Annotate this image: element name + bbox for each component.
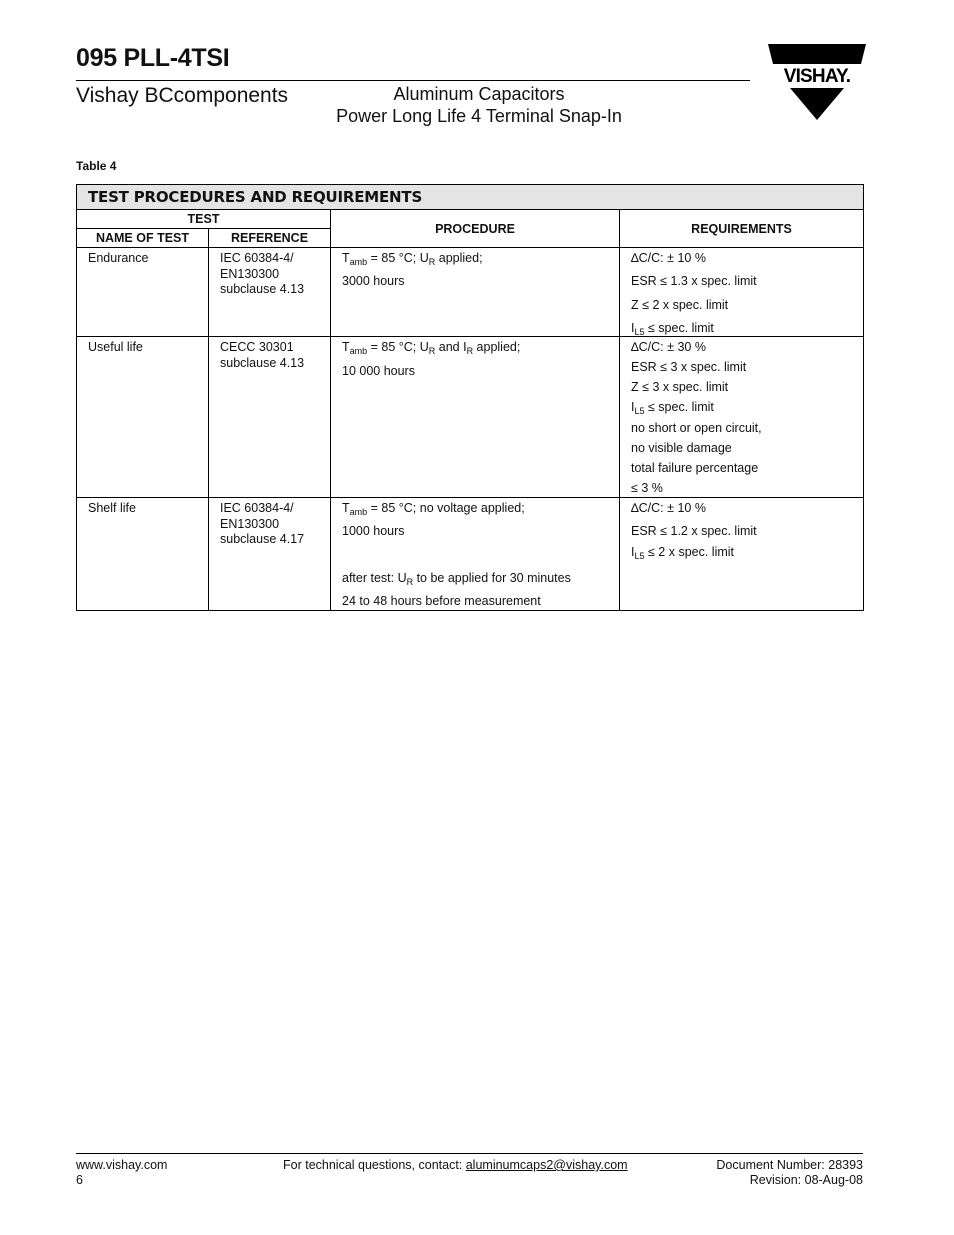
procedure-condition: $T_{amb} = 85$ °C; $U_R$ applied;	[342, 251, 483, 267]
requirement-esr: ESR ≤ 1.3 x spec. limit	[631, 274, 757, 288]
subtitle-line-2: Power Long Life 4 Terminal Snap-In	[336, 106, 622, 126]
test-procedure	[331, 337, 620, 498]
requirement-capacitance: ∆C/C: ± 10 %	[631, 501, 706, 515]
website-link[interactable]: www.vishay.com	[76, 1158, 168, 1172]
reference-line: IEC 60384-4/	[220, 251, 294, 265]
reference-line: subclause 4.13	[220, 282, 305, 296]
footer-divider	[76, 1153, 863, 1154]
header-procedure: PROCEDURE	[331, 210, 620, 248]
requirement-note: no short or open circuit,	[631, 421, 762, 435]
requirement-note: no visible damage	[631, 441, 732, 455]
test-reference	[209, 498, 331, 611]
table-row	[77, 498, 864, 611]
product-subtitle	[320, 83, 638, 127]
procedure-after-test-timing: 24 to 48 hours before measurement	[342, 594, 541, 608]
requirement-esr: ESR ≤ 1.2 x spec. limit	[631, 524, 757, 538]
test-name: Useful life	[77, 337, 209, 498]
header-test: TEST	[77, 210, 331, 229]
subtitle-line-1: Aluminum Capacitors	[393, 84, 565, 104]
header-divider	[76, 80, 750, 81]
requirement-impedance: Z ≤ 3 x spec. limit	[631, 380, 729, 394]
footer-contact	[283, 1158, 628, 1173]
footer-right	[716, 1158, 863, 1188]
test-reference	[209, 248, 331, 337]
requirement-leakage: $I_{L5}$ ≤ spec. limit	[631, 400, 714, 416]
reference-line: subclause 4.13	[220, 355, 305, 370]
footer-left	[76, 1158, 167, 1188]
requirement-esr: ESR ≤ 3 x spec. limit	[631, 360, 747, 374]
header-name-of-test: NAME OF TEST	[77, 229, 209, 248]
logo-wordmark: VISHAY.	[783, 66, 851, 87]
procedure-duration: 10 000 hours	[342, 364, 415, 378]
test-requirements	[620, 498, 864, 611]
table-row	[77, 337, 864, 498]
table-row	[77, 248, 864, 337]
procedure-after-test: after test: $U_R$ to be applied for 30 minutes	[342, 571, 571, 587]
reference-line: IEC 60384-4/	[220, 501, 294, 515]
procedure-condition: $T_{amb} = 85$ °C; no voltage applied;	[342, 501, 525, 517]
brand-name: Vishay BCcomponents	[76, 84, 289, 107]
requirement-note: total failure percentage	[631, 461, 759, 475]
page-number: 6	[76, 1173, 83, 1187]
part-number-title: 095 PLL-4TSI	[76, 44, 230, 72]
requirement-impedance: Z ≤ 2 x spec. limit	[631, 298, 729, 312]
test-procedures-table	[76, 184, 864, 611]
test-procedure	[331, 498, 620, 611]
procedure-duration: 1000 hours	[342, 524, 405, 538]
revision-date: Revision: 08-Aug-08	[749, 1173, 863, 1187]
document-number: Document Number: 28393	[716, 1158, 863, 1172]
procedure-duration: 3000 hours	[342, 274, 405, 288]
reference-line: CECC 30301	[220, 340, 294, 354]
requirement-leakage: $I_{L5}$ ≤ spec. limit	[631, 321, 714, 337]
test-name: Endurance	[77, 248, 209, 337]
test-requirements	[620, 248, 864, 337]
test-name: Shelf life	[77, 498, 209, 611]
reference-line: subclause 4.17	[220, 532, 305, 546]
requirement-note: ≤ 3 %	[631, 481, 663, 495]
reference-line: EN130300	[220, 516, 280, 531]
requirement-capacitance: ∆C/C: ± 30 %	[631, 340, 706, 354]
test-requirements	[620, 337, 864, 498]
table-title: TEST PROCEDURES AND REQUIREMENTS	[77, 185, 864, 210]
reference-line: EN130300	[220, 266, 280, 281]
table-caption: Table 4	[76, 159, 117, 173]
procedure-condition: $T_{amb} = 85$ °C; $U_R$ and $I_R$ applied;	[342, 340, 521, 356]
header-requirements: REQUIREMENTS	[620, 210, 864, 248]
test-reference	[209, 337, 331, 498]
vishay-logo	[768, 44, 866, 120]
requirement-capacitance: ∆C/C: ± 10 %	[631, 251, 706, 265]
requirement-leakage: $I_{L5} \le 2$ x spec. limit	[631, 545, 735, 561]
contact-label: For technical questions, contact:	[283, 1158, 466, 1172]
contact-email-link[interactable]: aluminumcaps2@vishay.com	[465, 1158, 628, 1172]
test-procedure	[331, 248, 620, 337]
header-reference: REFERENCE	[209, 229, 331, 248]
